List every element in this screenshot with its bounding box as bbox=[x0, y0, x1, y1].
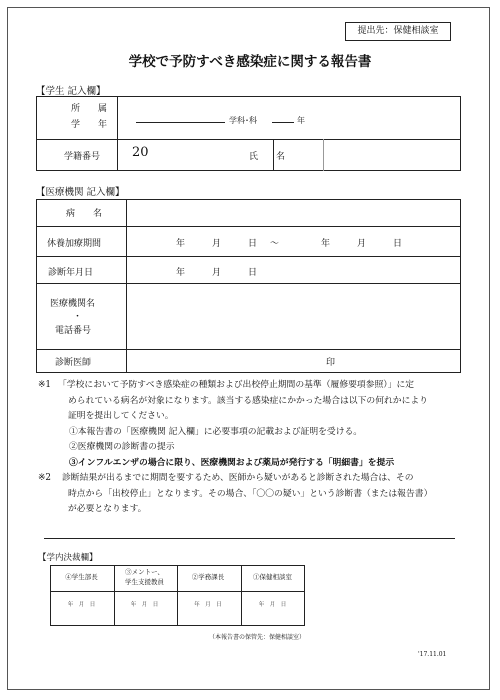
approval-col-mentor: ③メントー、 bbox=[125, 568, 164, 576]
note1-line3: 証明を提出してください。 bbox=[68, 411, 174, 421]
facility-name-label: 医療機関名 bbox=[50, 299, 96, 309]
approval-col-health-office: ①保健相談室 bbox=[253, 573, 292, 581]
rest-period-to[interactable]: 年 月 日 bbox=[321, 239, 403, 249]
disease-field[interactable] bbox=[130, 201, 455, 223]
rest-period-label: 休養加療期間 bbox=[47, 239, 102, 249]
note1-line2: められている病名が対象になります。該当する感染症にかかった場合は以下の何れかにより bbox=[68, 395, 428, 406]
approval-date-4[interactable]: 年 月 日 bbox=[258, 602, 287, 608]
note2-line2: 時点から「出校停止」となります。その場合、「〇〇の疑い」という診断書（または報告書） bbox=[68, 488, 433, 499]
storage-note: （本報告書の保管先：保健相談室） bbox=[208, 634, 305, 641]
department-suffix: 学科･科 bbox=[229, 116, 257, 125]
version-stamp: '17.11.01 bbox=[418, 651, 447, 658]
student-number-label: 学籍番号 bbox=[64, 152, 101, 162]
diagnosis-date-label: 診断年月日 bbox=[48, 268, 94, 278]
note1-item3: ③インフルエンザの場合に限り、医療機関および薬局が発行する「明細書」を提示 bbox=[69, 457, 395, 468]
approval-section-heading: 【学内決裁欄】 bbox=[38, 553, 98, 563]
approval-date-2[interactable]: 年 月 日 bbox=[130, 602, 159, 608]
approval-date-3[interactable]: 年 月 日 bbox=[194, 602, 222, 608]
grade-label: 学 年 bbox=[71, 120, 108, 130]
phone-number-label: 電話番号 bbox=[55, 326, 92, 336]
note2-line1: 診断結果が出るまでに期間を要するため、医師から疑いがあると診断された場合は、その bbox=[62, 473, 414, 483]
facility-separator: ・ bbox=[73, 312, 83, 322]
note1-mark: ※1 bbox=[38, 380, 51, 390]
department-input-line[interactable] bbox=[136, 122, 225, 123]
medical-table bbox=[36, 199, 461, 373]
section-divider bbox=[44, 538, 455, 539]
approval-date-1[interactable]: 年 月 日 bbox=[67, 602, 96, 608]
student-section-heading: 【学生 記入欄】 bbox=[36, 86, 106, 97]
rest-period-from[interactable]: 年 月 日 bbox=[176, 239, 258, 249]
note2-mark: ※2 bbox=[38, 473, 51, 483]
name-label: 氏 名 bbox=[249, 152, 286, 162]
approval-col-student-dean: ④学生部長 bbox=[65, 573, 98, 581]
facility-field[interactable] bbox=[130, 288, 455, 344]
affiliation-label: 所 属 bbox=[71, 104, 108, 114]
student-number-value[interactable]: 20 bbox=[132, 145, 149, 160]
note1-item2: ②医療機関の診断書の提示 bbox=[69, 442, 175, 452]
note1-item1: ①本報告書の「医療機関 記入欄」に必要事項の記載および証明を受ける。 bbox=[69, 426, 363, 437]
page-title: 学校で予防すべき感染症に関する報告書 bbox=[128, 54, 372, 70]
note1-line1: 「学校において予防すべき感染症の種類および出校停止期間の基準（履修要項参照）」に定 bbox=[58, 380, 415, 390]
rest-period-tilde: ～ bbox=[270, 239, 280, 249]
year-suffix: 年 bbox=[297, 116, 305, 125]
medical-section-heading: 【医療機関 記入欄】 bbox=[36, 187, 125, 198]
name-field[interactable] bbox=[330, 142, 450, 162]
submit-to-box: 提出先：保健相談室 bbox=[345, 22, 451, 41]
disease-label: 病 名 bbox=[66, 209, 103, 219]
note2-line3: が必要となります。 bbox=[68, 504, 147, 514]
year-input-line[interactable] bbox=[272, 122, 294, 123]
notes bbox=[38, 378, 458, 518]
approval-col-academic-chief: ②学務課長 bbox=[191, 573, 225, 581]
diagnosis-date-value[interactable]: 年 月 日 bbox=[176, 268, 258, 278]
approval-col-support-teacher: 学生支援教員 bbox=[125, 578, 164, 586]
seal-mark: 印 bbox=[326, 358, 336, 368]
doctor-label: 診断医師 bbox=[55, 358, 92, 368]
